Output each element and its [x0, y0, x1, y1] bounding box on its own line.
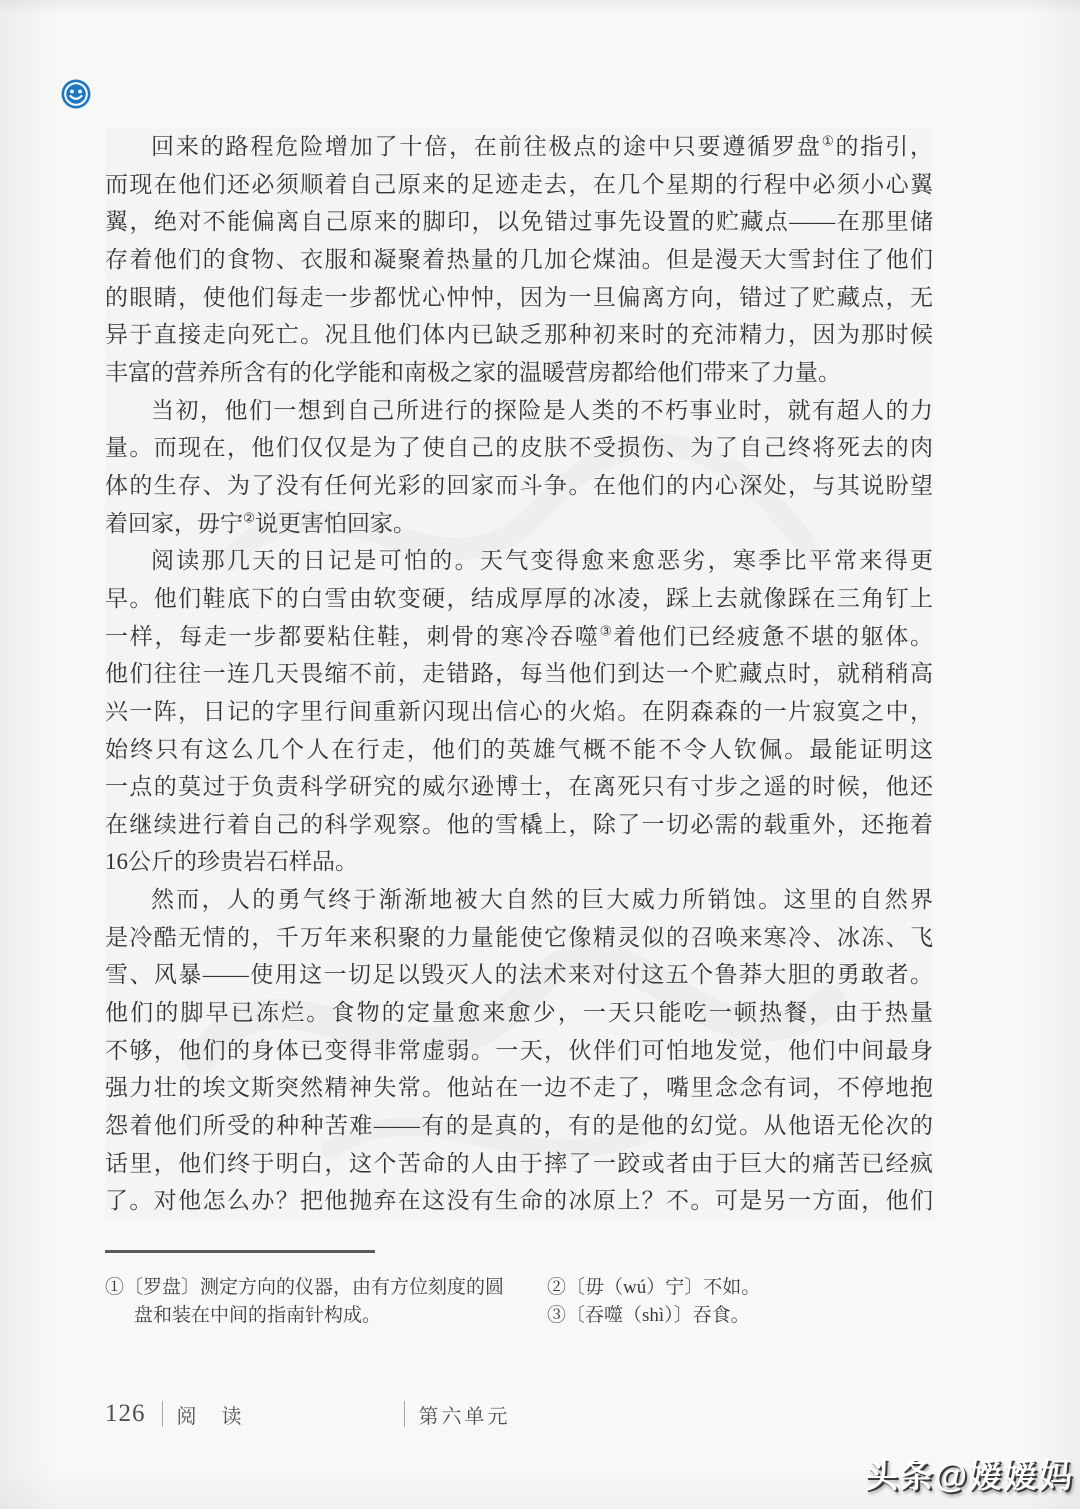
footnotes [105, 1274, 945, 1329]
footer-divider-1 [162, 1401, 163, 1427]
footer-section-label: 阅 读 [176, 1405, 252, 1428]
text-line: 然而，人的勇气终于渐渐地被大自然的巨大威力所销蚀。这里的自然界 [105, 881, 933, 919]
footnote-ref: ② [243, 509, 255, 525]
page-number: 126 [105, 1400, 146, 1427]
footer-divider-2 [404, 1401, 405, 1427]
footnote-ref: ③ [599, 622, 614, 638]
text-line: 丰富的营养所含有的化学能和南极之家的温暖营房都给他们带来了力量。 [105, 354, 933, 392]
text-line: 的眼睛，使他们每走一步都忧心忡忡，因为一旦偏离方向，错过了贮藏点，无 [105, 279, 933, 317]
text-line: 话里，他们终于明白，这个苦命的人由于摔了一跤或者由于巨大的痛苦已经疯 [105, 1145, 933, 1183]
channel-watermark: 头条@嫒嫒妈 [864, 1457, 1074, 1494]
text-line: 怨着他们所受的种种苦难——有的是真的，有的是他的幻觉。从他语无伦次的 [105, 1107, 933, 1145]
text-line: 兴一阵，日记的字里行间重新闪现出信心的火焰。在阴森森的一片寂寞之中， [105, 693, 933, 731]
text-line: 阅读那几天的日记是可怕的。天气变得愈来愈恶劣，寒季比平常来得更 [105, 542, 933, 580]
text-line: 着回家，毋宁②说更害怕回家。 [105, 505, 933, 543]
body-text [105, 128, 933, 1220]
footnote-line: ②〔毋（wú）宁〕不如。 [547, 1277, 761, 1298]
text-line: 一点的莫过于负责科学研究的威尔逊博士，在离死只有寸步之遥的时候，他还 [105, 768, 933, 806]
text-line: 体的生存、为了没有任何光彩的回家而斗争。在他们的内心深处，与其说盼望 [105, 467, 933, 505]
smiley-icon [60, 78, 92, 110]
text-line: 早。他们鞋底下的白雪由软变硬，结成厚厚的冰凌，踩上去就像踩在三角钉上 [105, 580, 933, 618]
text-line: 异于直接走向死亡。况且他们体内已缺乏那种初来时的充沛精力，因为那时候 [105, 316, 933, 354]
text-line: 雪、风暴——使用这一切足以毁灭人的法术来对付这五个鲁莽大胆的勇敢者。 [105, 956, 933, 994]
text-line: 而现在他们还必须顺着自己原来的足迹走去，在几个星期的行程中必须小心翼 [105, 166, 933, 204]
footnote-line: ①〔罗盘〕测定方向的仪器，由有方位刻度的圆 [105, 1277, 505, 1298]
text-line: 翼，绝对不能偏离自己原来的脚印，以免错过事先设置的贮藏点——在那里储 [105, 203, 933, 241]
text-line: 他们往往一连几天畏缩不前，走错路，每当他们到达一个贮藏点时，就稍稍高 [105, 655, 933, 693]
text-line: 存着他们的食物、衣服和凝聚着热量的几加仑煤油。但是漫天大雪封住了他们 [105, 241, 933, 279]
text-line: 他们的脚早已冻烂。食物的定量愈来愈少，一天只能吃一顿热餐，由于热量 [105, 994, 933, 1032]
text-line: 是冷酷无情的，千万年来积聚的力量能使它像精灵似的召唤来寒冷、冰冻、飞 [105, 919, 933, 957]
text-line: 回来的路程危险增加了十倍，在前往极点的途中只要遵循罗盘①的指引， [105, 128, 933, 166]
footnote-line: ③〔吞噬（shì）〕吞食。 [547, 1304, 750, 1326]
text-line: 在继续进行着自己的科学观察。他的雪橇上，除了一切必需的载重外，还拖着 [105, 806, 933, 844]
footnote-item [105, 1274, 513, 1329]
text-line: 强力壮的埃文斯突然精神失常。他站在一边不走了，嘴里念念有词，不停地抱 [105, 1069, 933, 1107]
text-line: 当初，他们一想到自己所进行的探险是人类的不朽事业时，就有超人的力 [105, 392, 933, 430]
text-line: 一样，每走一步都要粘住鞋，刺骨的寒冷吞噬③着他们已经疲惫不堪的躯体。 [105, 618, 933, 656]
text-line: 始终只有这么几个人在行走，他们的英雄气概不能不令人钦佩。最能证明这 [105, 731, 933, 769]
text-line: 不够，他们的身体已变得非常虚弱。一天，伙伴们可怕地发觉，他们中间最身 [105, 1032, 933, 1070]
page-footer [105, 1398, 511, 1430]
footnote-column-left [105, 1274, 513, 1329]
footnote-ref: ① [821, 133, 836, 149]
footnote-divider [105, 1250, 375, 1253]
footnote-item [547, 1274, 760, 1302]
text-line: 了。对他怎么办？把他抛弃在这没有生命的冰原上？不。可是另一方面，他们 [105, 1182, 933, 1220]
footnote-column-right [547, 1274, 760, 1329]
footnote-line: 盘和装在中间的指南针构成。 [134, 1304, 382, 1326]
text-line: 16公斤的珍贵岩石样品。 [105, 843, 933, 881]
footer-unit-label: 第六单元 [418, 1405, 511, 1428]
footnote-item [547, 1302, 760, 1330]
text-line: 量。而现在，他们仅仅是为了使自己的皮肤不受损伤、为了自己终将死去的肉 [105, 429, 933, 467]
